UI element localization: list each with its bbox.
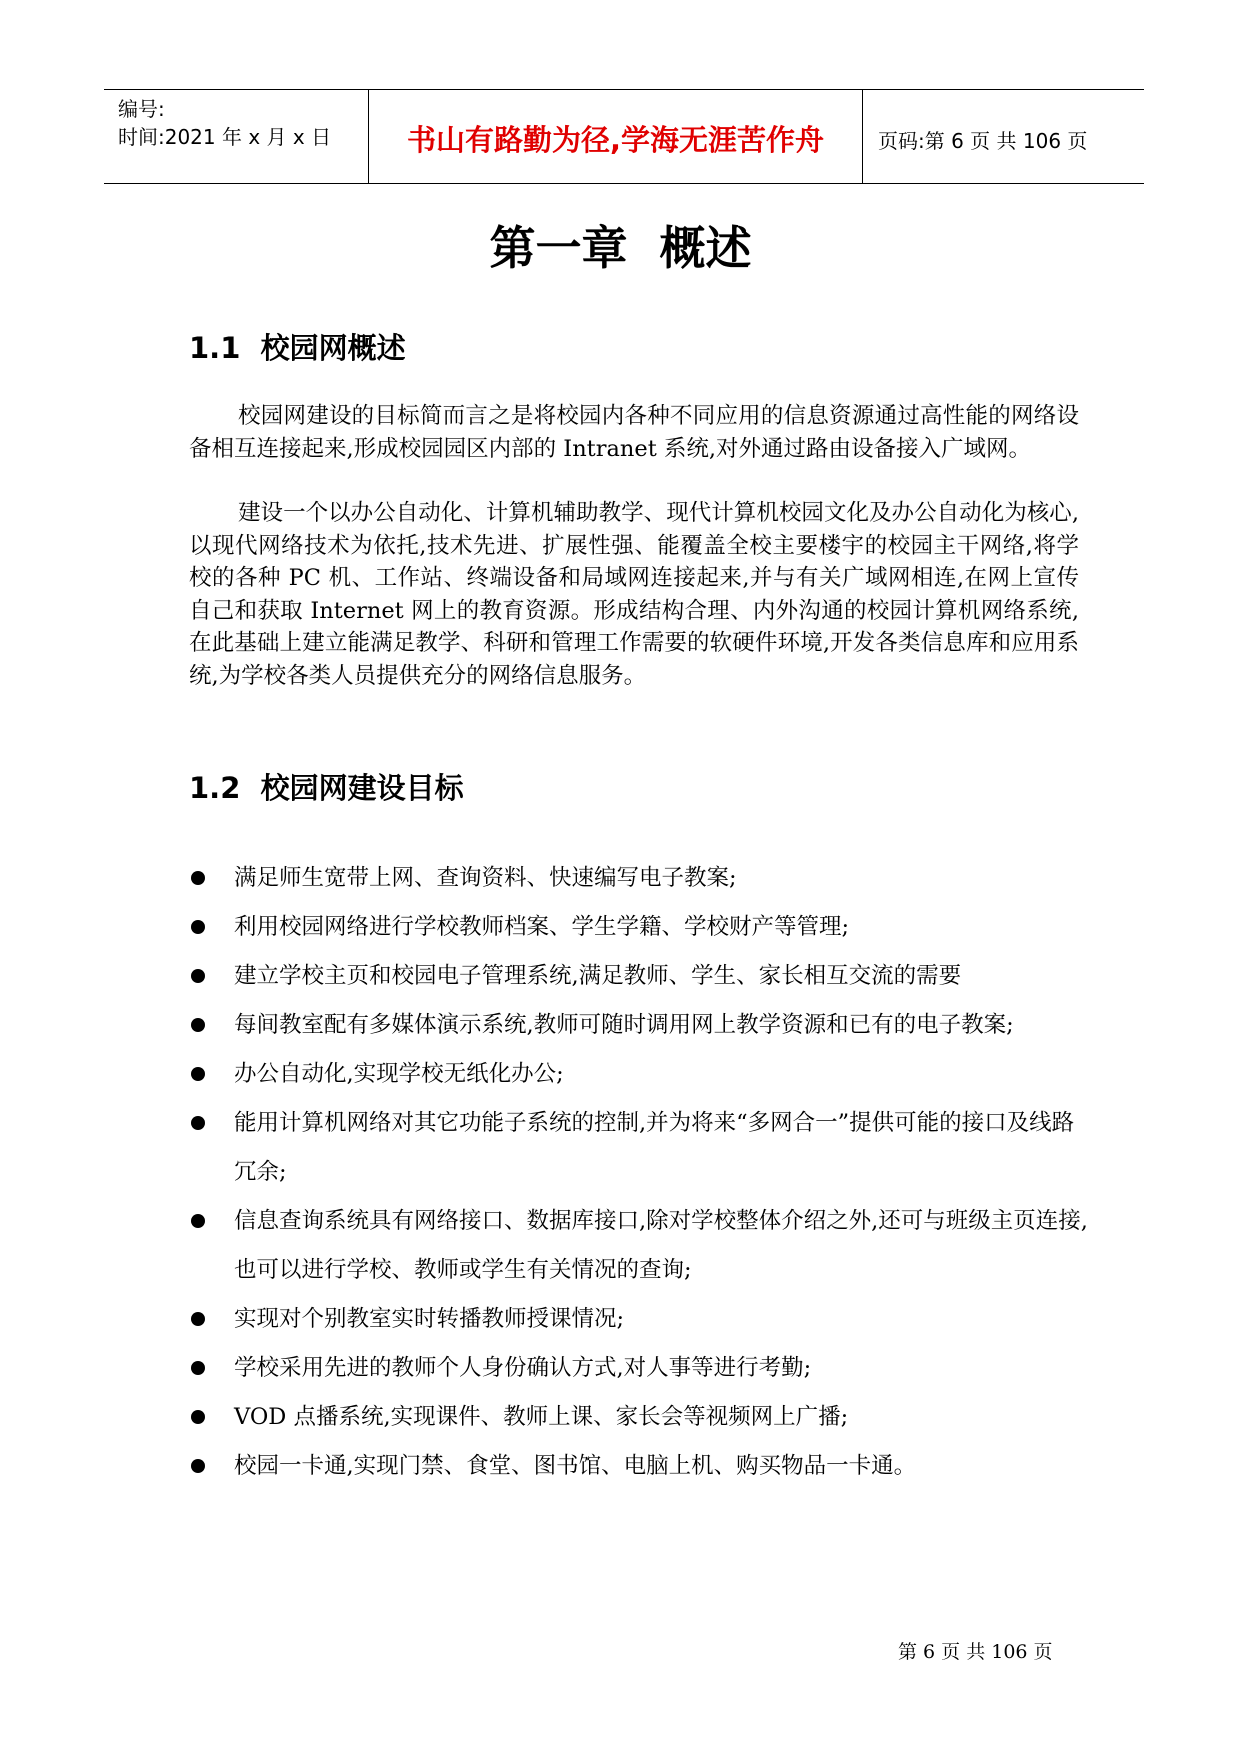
header-number-label: 编号: [118,97,165,121]
list-item [188,1001,1088,1050]
list-item [188,903,1088,952]
list-item-text: 信息查询系统具有网络接口、数据库接口,除对学校整体介绍之外,还可与班级主页连接,也可以进行学校、教师或学生有关情况的查询; [234,1208,1088,1283]
header-time-label: 时间:2021 年 x 月 x 日 [118,125,332,149]
list-item [188,1099,1088,1197]
header-motto: 书山有路勤为径,学海无涯苦作舟 [406,123,825,157]
bullet-dot-icon [191,920,205,934]
list-item-text: 实现对个别教室实时转播教师授课情况; [234,1306,625,1332]
bullet-dot-icon [191,1459,205,1473]
bullet-dot-icon [191,1214,205,1228]
section-1-paragraph-1: 校园网建设的目标简而言之是将校园内各种不同应用的信息资源通过高性能的网络设备相互连接起来,形成校园园区内部的 Intranet 系统,对外通过路由设备接入广域网。 [189,403,1079,462]
bullet-dot-icon [191,1312,205,1326]
list-item [188,1344,1088,1393]
bullet-dot-icon [191,871,205,885]
list-item-text: 校园一卡通,实现门禁、食堂、图书馆、电脑上机、购买物品一卡通。 [234,1453,917,1479]
page-footer: 第 6 页 共 106 页 [898,1641,1053,1663]
bullet-dot-icon [191,1018,205,1032]
list-item [188,1295,1088,1344]
header-info-cell [104,90,369,183]
bullet-dot-icon [191,1410,205,1424]
header-page-cell [864,90,1144,183]
list-item [188,1050,1088,1099]
list-item-text: 建立学校主页和校园电子管理系统,满足教师、学生、家长相互交流的需要 [234,963,962,989]
list-item-text: VOD 点播系统,实现课件、教师上课、家长会等视频网上广播; [234,1404,849,1430]
list-item [188,854,1088,903]
page-header [104,89,1144,184]
list-item-text: 学校采用先进的教师个人身份确认方式,对人事等进行考勤; [234,1355,812,1381]
section-1-title: 1.1 校园网概述 [189,331,406,365]
list-item-text: 利用校园网络进行学校教师档案、学生学籍、学校财产等管理; [234,914,850,940]
bullet-dot-icon [191,1361,205,1375]
list-item [188,1393,1088,1442]
list-item-text: 满足师生宽带上网、查询资料、快速编写电子教案; [234,865,737,891]
section-2-title: 1.2 校园网建设目标 [189,771,464,805]
list-item [188,1442,1088,1491]
list-item-text: 能用计算机网络对其它功能子系统的控制,并为将来“多网合一”提供可能的接口及线路冗余; [234,1110,1075,1185]
chapter-title: 第一章 概述 [489,221,752,275]
list-item [188,952,1088,1001]
list-item [188,1197,1088,1295]
list-item-text: 每间教室配有多媒体演示系统,教师可随时调用网上教学资源和已有的电子教案; [234,1012,1014,1038]
goals-list [188,854,1088,1491]
header-motto-cell [369,90,863,183]
bullet-dot-icon [191,1067,205,1081]
header-page-code: 页码:第 6 页 共 106 页 [878,129,1088,153]
bullet-dot-icon [191,1116,205,1130]
list-item-text: 办公自动化,实现学校无纸化办公; [234,1061,564,1087]
bullet-dot-icon [191,969,205,983]
section-1-paragraph-2: 建设一个以办公自动化、计算机辅助教学、现代计算机校园文化及办公自动化为核心,以现代网络技术为依托,技术先进、扩展性强、能覆盖全校主要楼宇的校园主干网络,将学校的各种 PC 机、工作站、终端设备和局域网连接起来,并与有关广域网相连,在网上宣传自己和获取 Internet 网上的教育资源。形成结构合理、内外沟通的校园计算机网络系统,在此基础上建立能满足教学、科研和管理工作需要的软硬件环境,开发各类信息库和应用系统,为学校各类人员提供充分的网络信息服务。 [189,500,1079,689]
